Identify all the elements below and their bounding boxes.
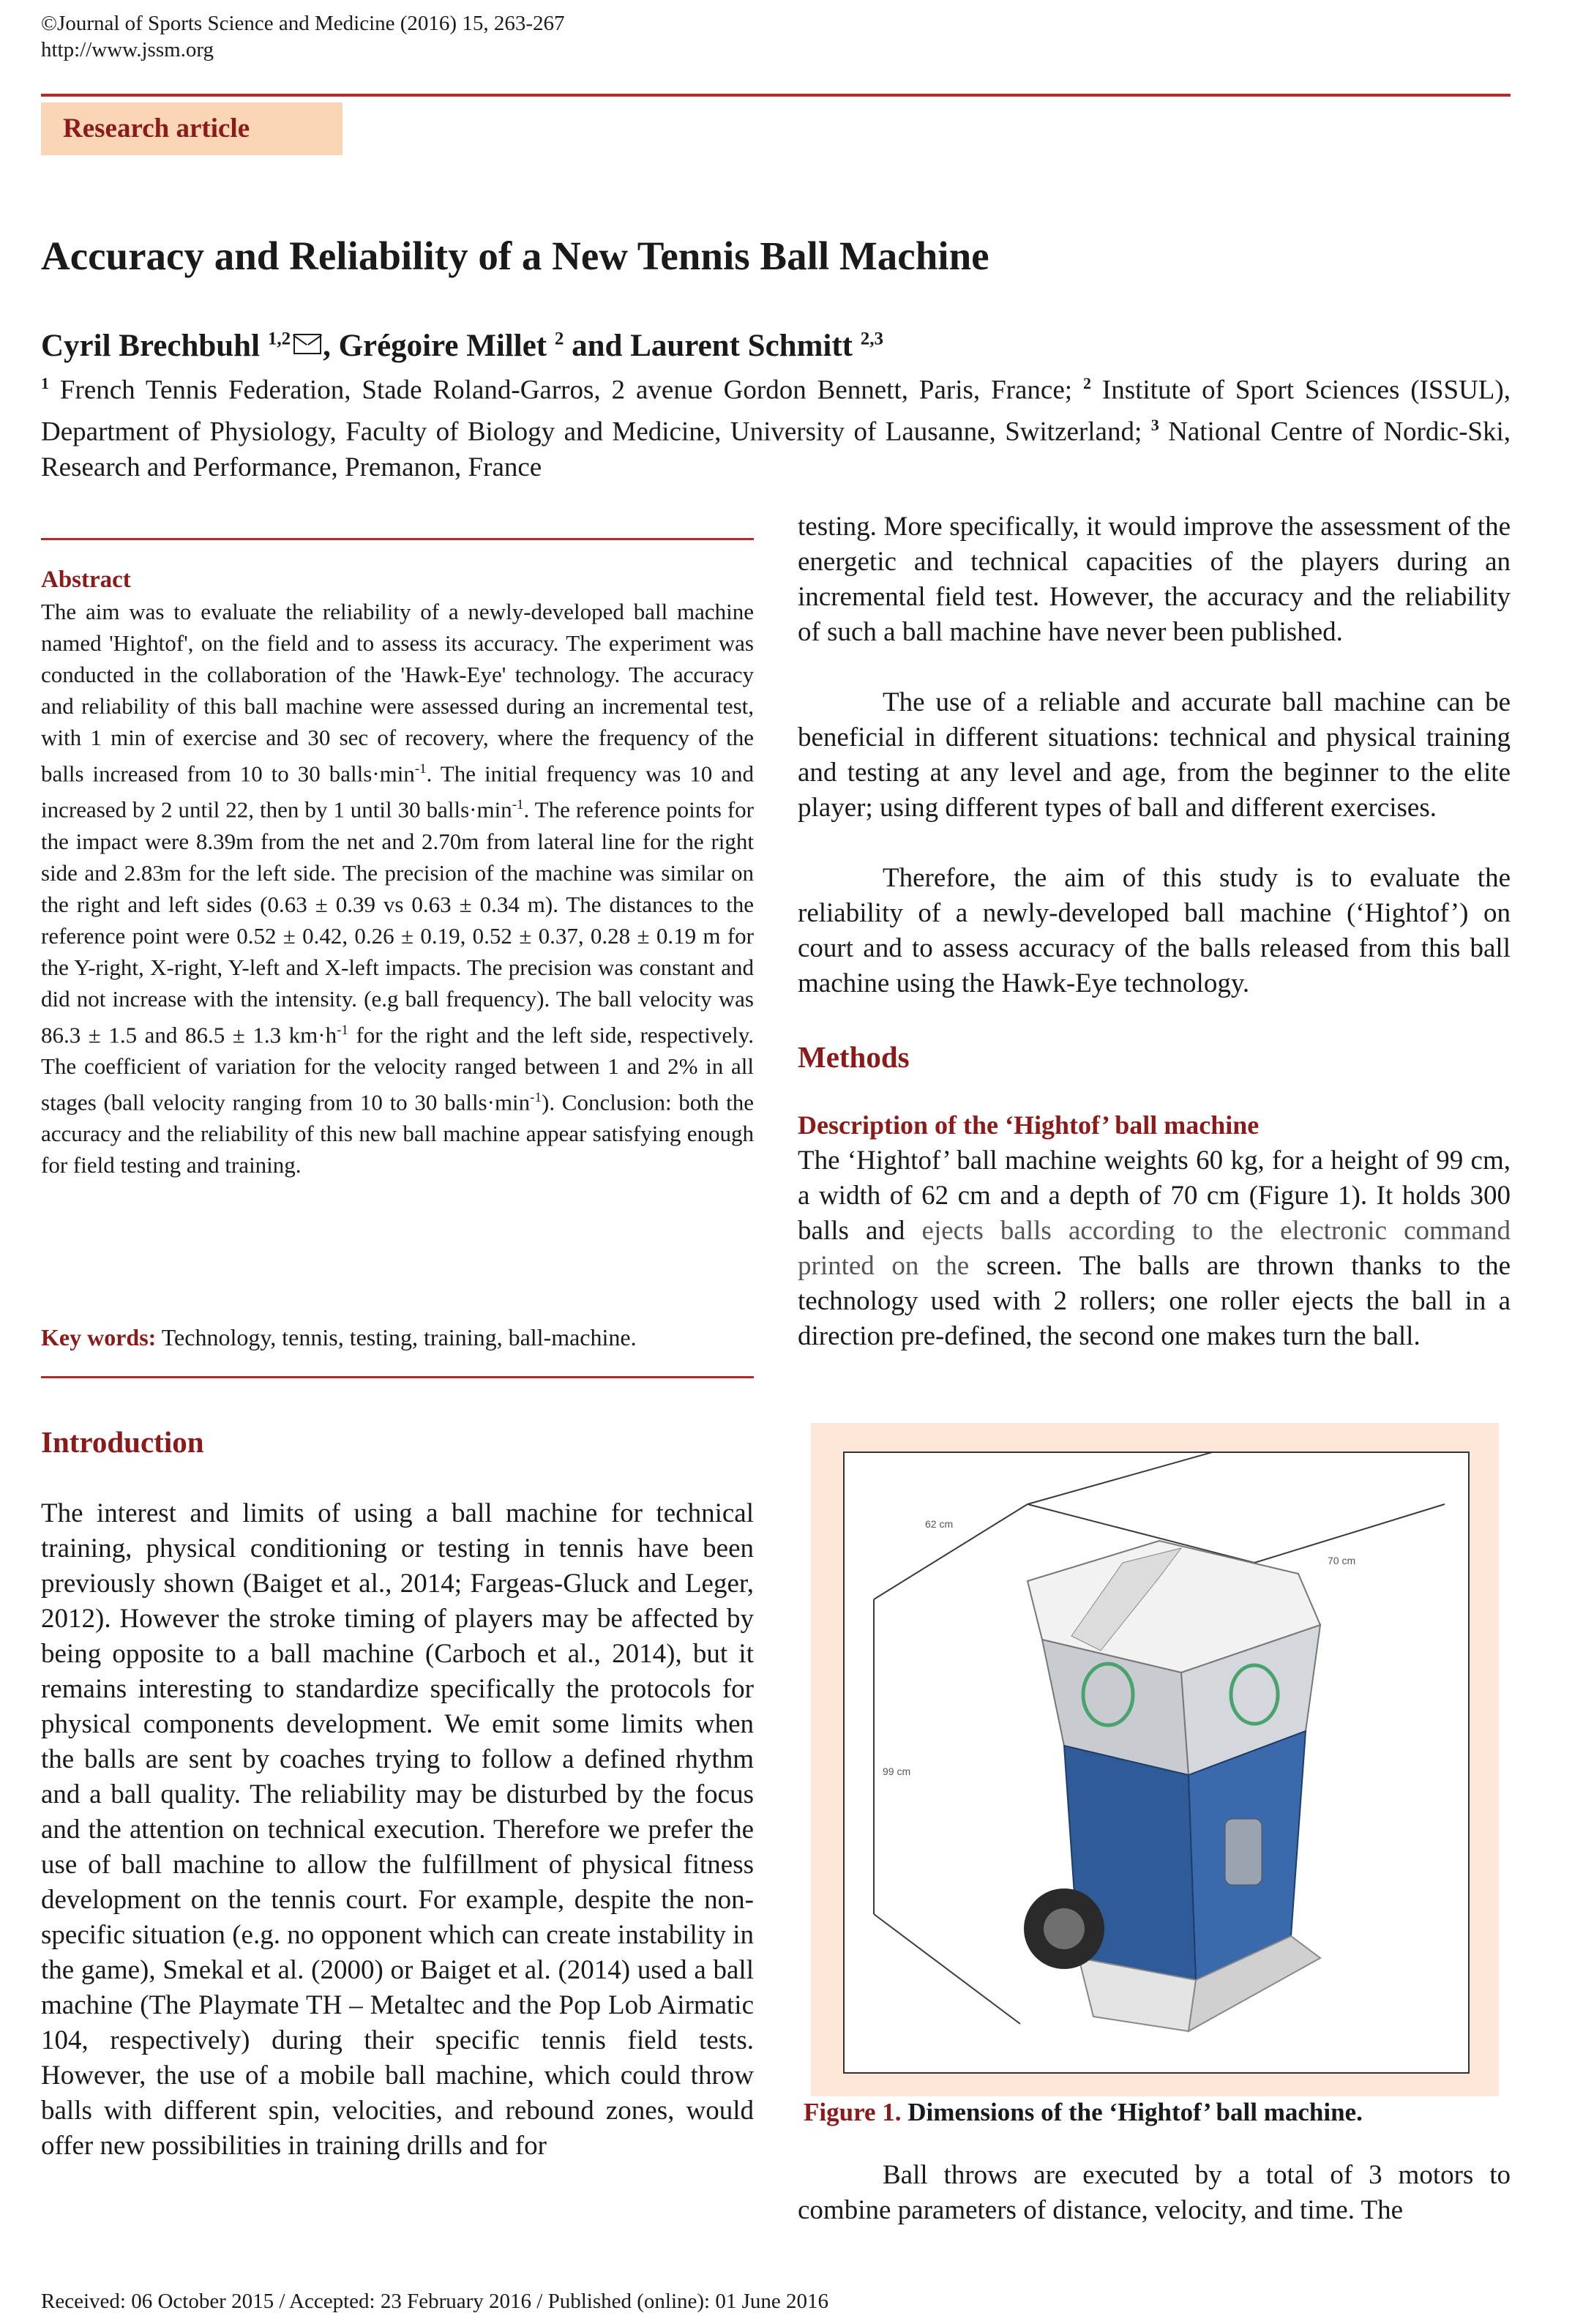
- introduction-paragraph: The interest and limits of using a ball machine for technical training, physical conditioning or testing in tennis have been previously shown (Baiget et al., 2014; Fargeas-Gluck and Leger, 2012). However the stroke timing of players may be affected by being opposite to a ball machine (Carboch et al., 2014), but it remains interesting to standardize specifically the protocols for physical components development. We emit some limits when the balls are sent by coaches trying to follow a defined rhythm and a ball quality. The reliability may be disturbed by the focus and the attention on technical execution. Therefore we prefer the use of ball machine to allow the fulfillment of physical fitness development on the tennis court. For example, despite the non-specific situation (e.g. no opponent which can create instability in the game), Smekal et al. (2000) or Baiget et al. (2014) used a ball machine (The Playmate TH – Metaltec and the Pop Lob Airmatic 104, respectively) during their specific tennis field tests. However, the use of a mobile ball machine, which could throw balls with different spin, velocities, and rebound zones, would offer new possibilities in training drills and for: [41, 1498, 754, 2161]
- journal-citation: ©Journal of Sports Science and Medicine (2016) 15, 263-267: [41, 12, 565, 35]
- figure-frame: [843, 1451, 1470, 2074]
- abstract-text: . The initial frequency was 10 and increased by 2 until 22, then by 1 until 30 balls·min: [41, 761, 754, 823]
- affiliation-text: National Centre of Nordic-Ski, Research and Performance, Premanon, France: [41, 416, 1511, 482]
- publication-dates: Received: 06 October 2015 / Accepted: 23 February 2016 / Published (online): 01 June 2016: [41, 2290, 829, 2313]
- body-paragraph: [798, 1143, 1511, 1354]
- superscript: -1: [414, 761, 427, 777]
- affiliation-text: Institute of Sport Sciences (ISSUL), Department of Physiology, Faculty of Biology and Medicine, University of Lausanne, Switzerland;: [41, 375, 1511, 447]
- header-rule: [41, 94, 1511, 97]
- figure-caption: [804, 2098, 1363, 2127]
- figure-caption-text: Dimensions of the ʻHightof’ ball machine.: [901, 2098, 1363, 2126]
- keywords: [41, 1322, 754, 1353]
- abstract-top-rule: [41, 538, 754, 540]
- body-paragraph: Therefore, the aim of this study is to evaluate the reliability of a newly-developed ball machine (ʻHightof’) on court and to assess accuracy of the balls released from this ball machine using the Hawk-Eye technology.: [798, 863, 1511, 998]
- author-name: Cyril Brechbuhl: [41, 329, 268, 363]
- keywords-text: Technology, tennis, testing, training, ball-machine.: [156, 1324, 637, 1350]
- dimension-line-depth-2: [1254, 1504, 1445, 1563]
- abstract-text: for the right and the left side, respectively. The coefficient of variation for the velocity ranged between 1 and 2% in all stages (ball velocity ranging from 10 to 30 balls·min: [41, 1021, 754, 1116]
- abstract-body: [41, 596, 754, 1181]
- section-heading-methods: Methods: [798, 1040, 910, 1074]
- body-paragraph: The use of a reliable and accurate ball machine can be beneficial in different situations: technical and physical training and testing at any level and age, from the beginner to the elite player; using different types of ball and different exercises.: [798, 687, 1511, 823]
- affiliation-marker: 1: [41, 374, 49, 392]
- abstract-text: The aim was to evaluate the reliability of a newly-developed ball machine named 'Hightof', on the field and to assess its accuracy. The experiment was conducted in the collaboration of the 'Hawk-Eye' technology. The accuracy and reliability of this ball machine were assessed during an incremental test, with 1 min of exercise and 30 sec of recovery, where the frequency of the balls increased from 10 to 30 balls·min: [41, 599, 754, 787]
- abstract-bottom-rule: [41, 1376, 754, 1378]
- superscript: -1: [512, 797, 524, 813]
- affiliations: [41, 366, 1511, 485]
- journal-url[interactable]: http://www.jssm.org: [41, 38, 214, 61]
- article-type-badge: Research article: [41, 102, 343, 155]
- affiliation-sup: 2: [554, 329, 564, 349]
- abstract-text: . The reference points for the impact were 8.39m from the net and 2.70m from lateral line for the right side and 2.83m for the left side. The precision of the machine was similar on the right and left sides (0.63 ± 0.39 vs 0.63 ± 0.34 m). The distances to the reference point were 0.52 ± 0.42, 0.26 ± 0.19, 0.52 ± 0.37, 0.28 ± 0.19 m for the Y-right, X-right, Y-left and X-left impacts. The precision was constant and did not increase with the intensity. (e.g ball frequency). The ball velocity was 86.3 ± 1.5 and 86.5 ± 1.3 km·h: [41, 796, 755, 1047]
- affiliation-sup: 2,3: [860, 329, 883, 349]
- keywords-label: Key words:: [41, 1324, 157, 1350]
- wheel-hub: [1044, 1908, 1085, 1949]
- dimension-label-depth: 70 cm: [1328, 1555, 1356, 1566]
- author-name: , Grégoire Millet: [323, 329, 555, 363]
- superscript: -1: [337, 1022, 348, 1038]
- abstract-text: ). Conclusion: both the accuracy and the reliability of this new ball machine appear satisfying enough for field testing and training.: [41, 1089, 754, 1178]
- body-paragraph: testing. More specifically, it would improve the assessment of the energetic and technical capacities of the players during an incremental field test. However, the accuracy and the reliability of such a ball machine have never been published.: [798, 512, 1511, 647]
- author-name: and Laurent Schmitt: [564, 329, 861, 363]
- ball-machine-illustration: [845, 1453, 1468, 2072]
- dimension-line-top: [1028, 1453, 1262, 1504]
- affiliation-marker: 2: [1082, 374, 1091, 392]
- body-paragraph: Ball throws are executed by a total of 3 motors to combine parameters of distance, velocity, and time. The: [798, 2160, 1511, 2225]
- control-panel: [1225, 1819, 1262, 1885]
- subsection-heading: Description of the ʻHightof’ ball machine: [798, 1110, 1260, 1140]
- body-text-grey: ejects balls according to the electronic command printed on the: [798, 1216, 1511, 1281]
- author-list: [41, 328, 883, 364]
- abstract-heading: Abstract: [41, 567, 131, 593]
- email-icon[interactable]: [293, 334, 321, 354]
- dimension-line-base: [874, 1914, 1020, 2024]
- superscript: -1: [530, 1089, 542, 1105]
- affiliation-marker: 3: [1150, 416, 1159, 435]
- dimension-label-width: 62 cm: [925, 1518, 954, 1530]
- figure-label: Figure 1.: [804, 2098, 902, 2126]
- body-text: The ʻHightof’ ball machine weights 60 kg, for a height of 99 cm, a width of 62 cm and a depth of 70 cm (Figure 1). It holds 300 balls and: [798, 1146, 1511, 1246]
- affiliation-sup: 1,2: [267, 329, 291, 349]
- affiliation-text: French Tennis Federation, Stade Roland-Garros, 2 avenue Gordon Bennett, Paris, France;: [49, 375, 1083, 406]
- section-heading-introduction: Introduction: [41, 1425, 204, 1459]
- article-title: Accuracy and Reliability of a New Tennis Ball Machine: [41, 233, 989, 278]
- body-text: screen. The balls are thrown thanks to the technology used with 2 rollers; one roller ejects the ball in a direction pre-defined, the second one makes turn the ball.: [798, 1251, 1511, 1351]
- dimension-label-height: 99 cm: [883, 1766, 911, 1777]
